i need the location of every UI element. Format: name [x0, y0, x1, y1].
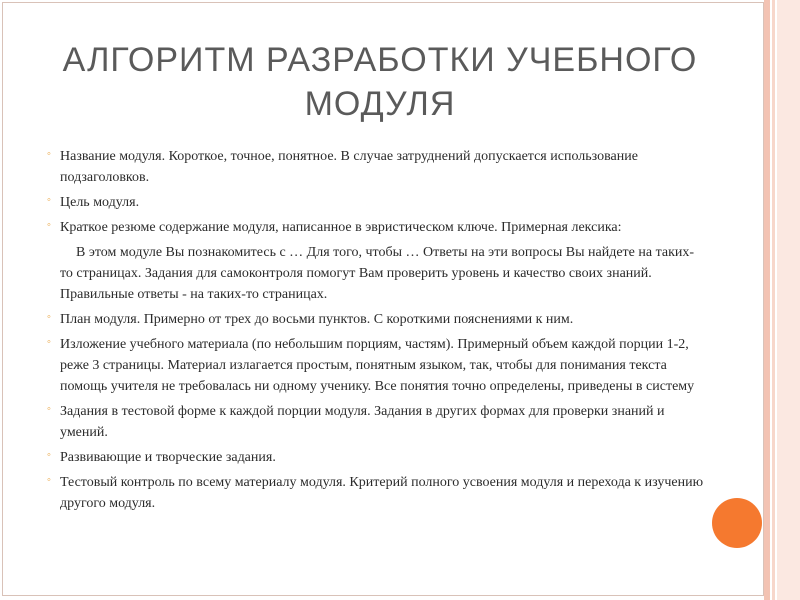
list-item — [46, 309, 706, 330]
list-item-text: Тестовый контроль по всему материалу модуля. Критерий полного усвоения модуля и перехода к изучению другого модуля. — [60, 475, 704, 511]
list-item — [46, 334, 706, 397]
list-item — [46, 447, 706, 468]
list-item — [46, 192, 706, 213]
decorative-stripe — [764, 0, 770, 600]
list-item-continuation — [46, 242, 706, 305]
bullet-icon: ◦ — [47, 403, 51, 415]
bullet-icon: ◦ — [47, 311, 51, 323]
list-item — [46, 146, 706, 188]
bullet-icon: ◦ — [47, 148, 51, 160]
decorative-stripe — [777, 0, 800, 600]
decorative-circle — [712, 498, 762, 548]
bullet-icon: ◦ — [47, 336, 51, 348]
bullet-icon: ◦ — [47, 194, 51, 206]
list-item-text: Цель модуля. — [60, 195, 140, 210]
decorative-stripe — [772, 0, 775, 600]
slide-content — [46, 146, 706, 518]
bullet-icon: ◦ — [47, 474, 51, 486]
list-item-text: Развивающие и творческие задания. — [60, 450, 276, 465]
list-item-text: Задания в тестовой форме к каждой порции модуля. Задания в других формах для проверки знаний и умений. — [60, 404, 665, 440]
slide-title: АЛГОРИТМ РАЗРАБОТКИ УЧЕБНОГО МОДУЛЯ — [62, 41, 698, 123]
list-item-text: План модуля. Примерно от трех до восьми пунктов. С короткими пояснениями к ним. — [60, 312, 574, 327]
list-item-text: Название модуля. Короткое, точное, понятное. В случае затруднений допускается использование подзаголовков. — [60, 149, 638, 185]
bullet-icon: ◦ — [47, 219, 51, 231]
list-item-text: В этом модуле Вы познакомитесь с … Для того, чтобы … Ответы на эти вопросы Вы найдете на таких-то страницах. Задания для самоконтроля помогут Вам проверить уровень и качество своих знаний. Правильные ответы - на таких-то страницах. — [60, 245, 695, 302]
list-item — [46, 401, 706, 443]
list-item-text: Краткое резюме содержание модуля, написанное в эвристическом ключе. Примерная лексика: — [60, 220, 622, 235]
list-item — [46, 217, 706, 238]
list-item — [46, 472, 706, 514]
bullet-icon: ◦ — [47, 449, 51, 461]
list-item-text: Изложение учебного материала (по небольшим порциям, частям). Примерный объем каждой порции 1-2, реже 3 страницы. Материал излагается простым, понятным языком, так, чтобы для понимания текста помощь учителя не требовалась ни одному ученику. Все понятия точно определены, приведены в систему — [60, 337, 695, 394]
